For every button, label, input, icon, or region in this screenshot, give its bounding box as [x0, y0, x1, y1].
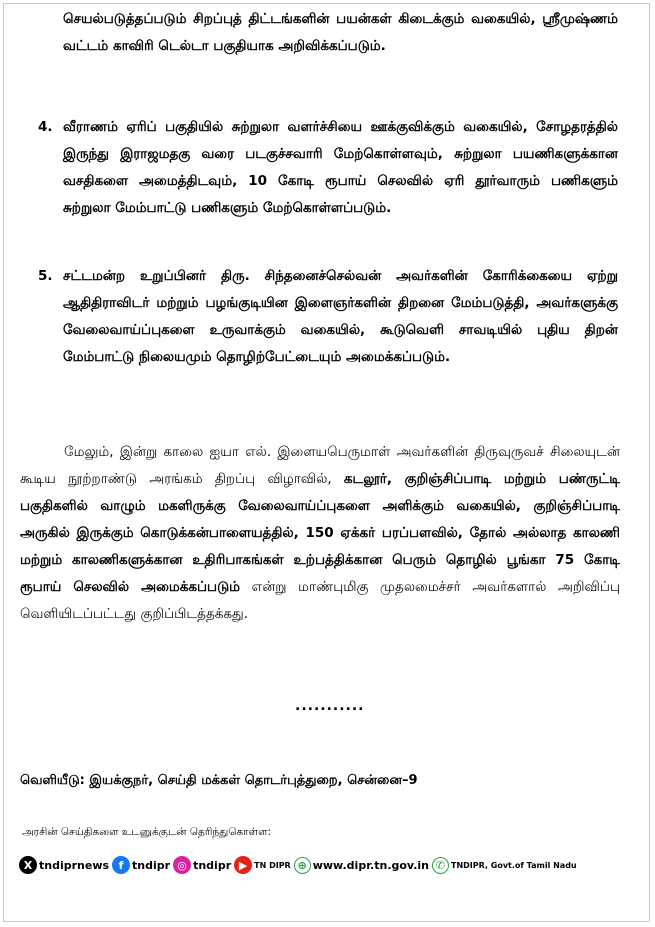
item-4-text: வீராணம் ஏரிப் பகுதியில் சுற்றுலா வளர்ச்சியை ஊக்குவிக்கும் வகையில், சோழதரத்தில் இருந்து இராஜமதகு வரை படகுச்சவாரி மேற்கொள்ளவும், சுற்றுலா பயணிகளுக்கான வசதிகளை அமைத்திடவும், 10 கோடி ரூபாய் செலவில் ஏரி தூர்வாரும் பணிகளும் சுற்றுலா மேம்பாட்டு பணிகளும் மேற்கொள்ளப்படும்.	[63, 119, 618, 216]
social-youtube-label: TN DIPR	[254, 860, 291, 870]
social-whatsapp-label: TNDIPR, Govt.of Tamil Nadu	[451, 860, 577, 870]
body-tail: என்று மாண்புமிகு முதலமைச்சர் அவர்களால் அறிவிப்பு வெளியிடப்பட்டது குறிப்பிடத்தக்கது.	[20, 579, 620, 622]
item-4-number: 4.	[38, 119, 53, 135]
social-x-label: tndiprnews	[39, 858, 110, 872]
item-5-text: சட்டமன்ற உறுப்பினர் திரு. சிந்தனைச்செல்வன் அவர்களின் கோரிக்கையை ஏற்று ஆதிதிராவிடர் மற்றும் பழங்குடியின இளைஞர்களின் திறனை மேம்படுத்தி, அவர்களுக்கு வேலைவாய்ப்புகளை உருவாக்கும் வகையில், கூடுவெளி சாவடியில் புதிய திறன் மேம்பாட்டு நிலையமும் தொழிற்பேட்டையும் அமைக்கப்படும்.	[63, 268, 618, 365]
social-facebook[interactable]	[112, 856, 170, 874]
social-bar	[19, 853, 580, 877]
social-youtube[interactable]	[234, 856, 291, 874]
facebook-icon: f	[112, 856, 130, 874]
follow-text: அரசின் செய்திகளை உடனுக்குடன் தெரிந்துகொள்ள:	[22, 826, 272, 838]
social-website-label: www.dipr.tn.gov.in	[312, 858, 429, 872]
social-website[interactable]	[294, 857, 429, 874]
social-instagram[interactable]	[173, 856, 231, 874]
item-5-number: 5.	[38, 268, 53, 284]
whatsapp-icon: ✆	[432, 857, 449, 874]
globe-icon: ⊕	[294, 857, 311, 874]
instagram-icon: ◎	[173, 856, 191, 874]
body-bold: கடலூர், குறிஞ்சிப்பாடி மற்றும் பண்ருட்டி பகுதிகளில் வாழும் மகளிருக்கு வேலைவாய்ப்புகளை அளிக்கும் வகையில், குறிஞ்சிப்பாடி அருகில் இருக்கும் கொடுக்கன்பாளையத்தில், 150 ஏக்கர் பரப்பளவில், தோல் அல்லாத காலணி மற்றும் காலணிகளுக்கான உதிரிபாகங்கள் உற்பத்திக்கான பெரும் தொழில் பூங்கா 75 கோடி ரூபாய் செலவில் அமைக்கப்படும்	[20, 471, 620, 595]
social-whatsapp[interactable]	[432, 857, 577, 874]
x-icon: X	[19, 856, 37, 874]
intro-continuation: செயல்படுத்தப்படும் சிறப்புத் திட்டங்களின் பயன்கள் கிடைக்கும் வகையில், ஸ்ரீமுஷ்ணம் வட்டம் காவிரி டெல்டா பகுதியாக அறிவிக்கப்படும்.	[63, 11, 618, 54]
youtube-icon: ▶	[234, 856, 252, 874]
social-x[interactable]	[19, 856, 109, 874]
release-line: வெளியீடு: இயக்குநர், செய்தி மக்கள் தொடர்புத்துறை, சென்னை–9	[20, 773, 418, 788]
social-facebook-label: tndipr	[132, 858, 171, 872]
social-instagram-label: tndipr	[193, 858, 232, 872]
body-regular: மேலும், இன்று காலை ஐயா எல். இளையபெருமாள் அவர்களின் திருவுருவச் சிலையுடன் கூடிய நூற்றாண்டு அரங்கம் திறப்பு விழாவில்,	[20, 444, 620, 487]
body-paragraph	[20, 439, 620, 628]
separator: ...........	[295, 698, 365, 714]
